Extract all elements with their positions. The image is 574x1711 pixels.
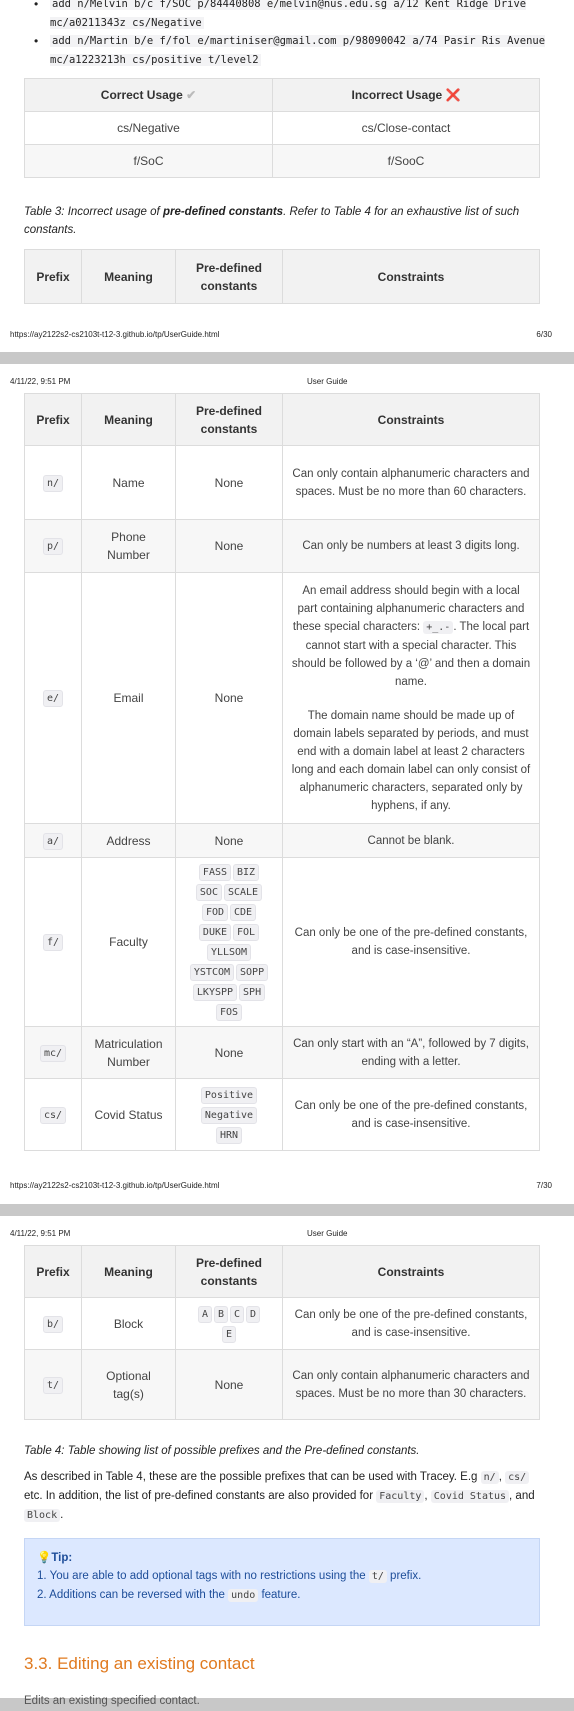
- page-url: https://ay2122s2-cs2103t-t12-3.github.io/tp/UserGuide.html: [10, 330, 220, 339]
- tip-line: 1. You are able to add optional tags with no restrictions using the t/ prefix.: [37, 1570, 422, 1582]
- constraints-cell: Can only contain alphanumeric characters and spaces. Must be no more than 60 characters.: [283, 446, 540, 520]
- incorrect-usage-header: Incorrect Usage ❌: [273, 79, 540, 112]
- constant-chip: E: [222, 1326, 236, 1343]
- prefix-code: b/: [43, 1316, 63, 1333]
- constraints-cell: Can only be numbers at least 3 digits long.: [283, 520, 540, 573]
- pdf-page-8: [0, 1216, 574, 1707]
- page-number: 7/30: [536, 1181, 552, 1190]
- table-row: [25, 1350, 540, 1420]
- table-row: [25, 858, 540, 1027]
- prefix-code: n/: [43, 475, 63, 492]
- constants-cell: [176, 1298, 283, 1350]
- prefix-code: t/: [43, 1377, 63, 1394]
- table-cell: f/SooC: [273, 145, 540, 178]
- constants-cell: None: [176, 573, 283, 824]
- constant-chip: SPH: [239, 984, 265, 1001]
- constant-chip: SOC: [196, 884, 222, 901]
- document-title: User Guide: [307, 1229, 348, 1238]
- prefix-code: e/: [43, 690, 63, 707]
- constraints-header: Constraints: [283, 250, 540, 304]
- list-item: [28, 0, 548, 33]
- constraints-header: Constraints: [283, 1246, 540, 1298]
- print-date: 4/11/22, 9:51 PM: [10, 1229, 71, 1238]
- table-row: [25, 1298, 540, 1350]
- meaning-cell: Matriculation Number: [82, 1027, 176, 1079]
- meaning-header: Meaning: [82, 1246, 176, 1298]
- meaning-cell: Address: [82, 824, 176, 858]
- table-row: [25, 573, 540, 824]
- constraints-cell: Can only start with an “A”, followed by 7 digits, ending with a letter.: [283, 1027, 540, 1079]
- table-4-caption: Table 4: Table showing list of possible prefixes and the Pre-defined constants.: [24, 1445, 420, 1457]
- constant-chip: Negative: [201, 1107, 257, 1124]
- correct-usage-header: Correct Usage ✔: [25, 79, 273, 112]
- constants-cell: [176, 858, 283, 1027]
- page-footer: [10, 330, 552, 339]
- example-command: add n/Martin b/e f/fol e/martiniser@gmail.com p/98090042 a/74 Pasir Ris Avenue mc/a1223213h cs/positive t/level2: [50, 35, 546, 66]
- table-cell: f/SoC: [25, 145, 273, 178]
- constant-chip: FASS: [199, 864, 231, 881]
- table-cell: cs/Negative: [25, 112, 273, 145]
- constant-chip: FOS: [216, 1004, 242, 1021]
- inline-code: cs/: [505, 1471, 529, 1484]
- pdf-page-6: [0, 0, 574, 352]
- constants-header: Pre-defined constants: [176, 250, 283, 304]
- constant-chip: BIZ: [233, 864, 259, 881]
- prefix-table-continued: [24, 1245, 540, 1420]
- table-row: [25, 446, 540, 520]
- prefix-code: f/: [43, 934, 63, 951]
- constraints-cell: Can only be one of the pre-defined constants, and is case-insensitive.: [283, 1298, 540, 1350]
- tip-box: [24, 1538, 540, 1626]
- inline-code: t/: [369, 1570, 387, 1583]
- table-cell: cs/Close-contact: [273, 112, 540, 145]
- constant-chip: B: [214, 1306, 228, 1323]
- checkmark-icon: ✔: [186, 88, 197, 102]
- prefix-header: Prefix: [25, 250, 82, 304]
- meaning-cell: Email: [82, 573, 176, 824]
- meaning-cell: Faculty: [82, 858, 176, 1027]
- constraints-cell: An email address should begin with a local part containing alphanumeric characters and these special characters: +_.- . The local part cannot start with a special character. This should be followed by a ‘@’ and then a domain name. The domain name should be made up of domain labels separated by periods, and must end with a domain label at least 2 characters long and each domain label can only consist of alphanumeric characters, separated only by hyphens, if any.: [283, 573, 540, 824]
- page-number: 6/30: [536, 330, 552, 339]
- constant-chip: FOL: [233, 924, 259, 941]
- prefix-description-paragraph: As described in Table 4, these are the possible prefixes that can be used with Tracey. E.g n/ , cs/ etc. In addition, the list of pre-defined constants are also provided for Faculty , Covid Status , and Block .: [24, 1471, 535, 1521]
- prefix-code: cs/: [40, 1107, 66, 1124]
- constant-chip: CDE: [230, 904, 256, 921]
- section-intro-text: Edits an existing specified contact.: [24, 1695, 200, 1707]
- prefix-header: Prefix: [25, 1246, 82, 1298]
- page-footer: [10, 1181, 552, 1190]
- constant-chip: Positive: [201, 1087, 257, 1104]
- constants-cell: None: [176, 520, 283, 573]
- constant-chip: A: [198, 1306, 212, 1323]
- meaning-cell: Optional tag(s): [82, 1350, 176, 1420]
- prefix-table-header-only: [24, 249, 540, 304]
- constant-chip: FOD: [202, 904, 228, 921]
- constants-header: Pre-defined constants: [176, 394, 283, 446]
- constant-chip: YSTCOM: [190, 964, 234, 981]
- constants-cell: [176, 1079, 283, 1151]
- tip-line: 2. Additions can be reversed with the undo feature.: [37, 1589, 301, 1601]
- meaning-cell: Name: [82, 446, 176, 520]
- table-3-caption: Table 3: Incorrect usage of pre-defined constants. Refer to Table 4 for an exhaustive list of such constants.: [24, 206, 520, 236]
- meaning-cell: Phone Number: [82, 520, 176, 573]
- page-header: [10, 1229, 564, 1238]
- cross-icon: ❌: [445, 88, 461, 102]
- inline-code: Faculty: [376, 1490, 424, 1503]
- tip-title: 💡Tip:: [37, 1552, 73, 1564]
- example-command-list: [28, 0, 548, 70]
- table-row: [25, 824, 540, 858]
- table-row: [25, 1079, 540, 1151]
- pdf-page-7: [0, 364, 574, 1204]
- prefix-code: p/: [43, 538, 63, 555]
- section-heading: 3.3. Editing an existing contact: [24, 1654, 255, 1673]
- constants-header: Pre-defined constants: [176, 1246, 283, 1298]
- usage-table: [24, 78, 540, 178]
- meaning-header: Meaning: [82, 250, 176, 304]
- example-command: add n/Melvin b/c f/SOC p/84440808 e/melvin@nus.edu.sg a/12 Kent Ridge Drive mc/a0211343z cs/Negative: [50, 0, 527, 29]
- inline-code: undo: [228, 1589, 258, 1602]
- inline-code: Covid Status: [431, 1490, 509, 1503]
- page-url: https://ay2122s2-cs2103t-t12-3.github.io/tp/UserGuide.html: [10, 1181, 220, 1190]
- constants-cell: None: [176, 446, 283, 520]
- meaning-cell: Covid Status: [82, 1079, 176, 1151]
- constraints-cell: Cannot be blank.: [283, 824, 540, 858]
- document-title: User Guide: [307, 377, 348, 386]
- inline-code: n/: [481, 1471, 499, 1484]
- constraints-cell: Can only be one of the pre-defined constants, and is case-insensitive.: [283, 1079, 540, 1151]
- inline-code: Block: [24, 1509, 60, 1522]
- table-row: [25, 1027, 540, 1079]
- list-item: [28, 32, 548, 70]
- constant-chip: LKYSPP: [193, 984, 237, 1001]
- constraints-cell: Can only contain alphanumeric characters and spaces. Must be no more than 30 characters.: [283, 1350, 540, 1420]
- special-chars-code: +_.-: [423, 621, 453, 634]
- constants-cell: None: [176, 824, 283, 858]
- constant-chip: SOPP: [236, 964, 268, 981]
- constants-cell: None: [176, 1027, 283, 1079]
- page-header: [10, 377, 564, 386]
- constant-chip: SCALE: [224, 884, 262, 901]
- table-row: [25, 520, 540, 573]
- constant-chip: C: [230, 1306, 244, 1323]
- prefix-code: a/: [43, 833, 63, 850]
- meaning-cell: Block: [82, 1298, 176, 1350]
- constant-chip: HRN: [216, 1127, 242, 1144]
- constant-chip: D: [246, 1306, 260, 1323]
- print-date: 4/11/22, 9:51 PM: [10, 377, 71, 386]
- prefix-header: Prefix: [25, 394, 82, 446]
- constant-chip: DUKE: [199, 924, 231, 941]
- prefix-table: [24, 393, 540, 1151]
- constants-cell: None: [176, 1350, 283, 1420]
- prefix-code: mc/: [40, 1045, 66, 1062]
- constraints-cell: Can only be one of the pre-defined constants, and is case-insensitive.: [283, 858, 540, 1027]
- constraints-header: Constraints: [283, 394, 540, 446]
- constant-chip: YLLSOM: [207, 944, 251, 961]
- meaning-header: Meaning: [82, 394, 176, 446]
- lightbulb-icon: 💡: [37, 1552, 52, 1564]
